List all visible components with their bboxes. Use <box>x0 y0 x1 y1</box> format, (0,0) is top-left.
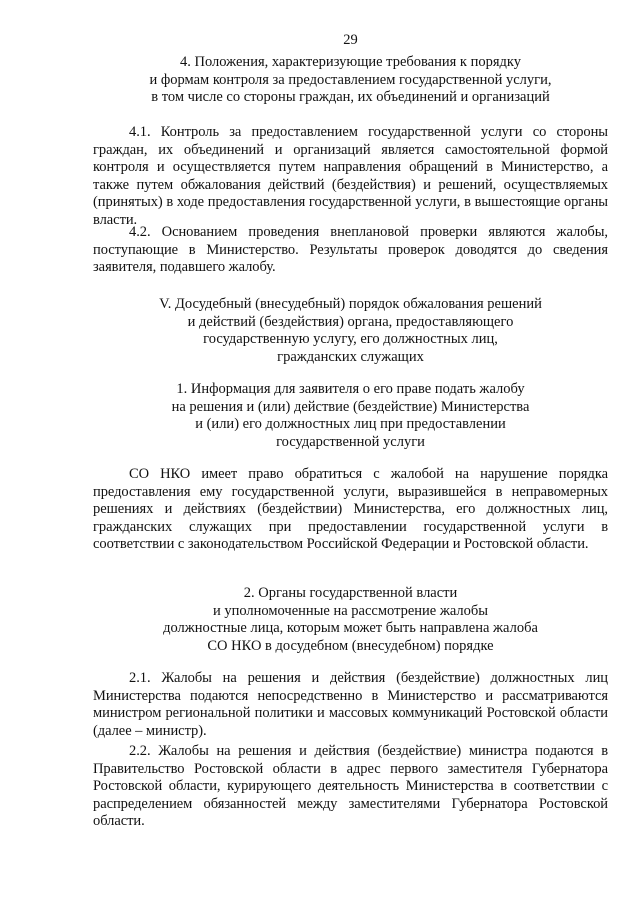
subsection-1-heading-line: и (или) его должностных лиц при предоставлении <box>195 416 506 433</box>
section-4-heading <box>93 54 608 107</box>
subsection-1-heading-line: на решения и (или) действие (бездействие) Министерства <box>171 398 530 415</box>
section-5-heading-line: гражданских служащих <box>277 348 424 365</box>
paragraph-2-2: 2.2. Жалобы на решения и действия (бездействие) министра подаются в Правительство Ростовской области в адрес первого заместителя Губернатора Ростовской области, курирующего деятельность Министерства в соответствии с распределением обязанностей между заместителями Губернатора Ростовской области. <box>93 743 608 830</box>
subsection-1-heading-line: 1. Информация для заявителя о его праве подать жалобу <box>176 381 525 397</box>
section-5-heading <box>93 296 608 366</box>
paragraph-rights: СО НКО имеет право обратиться с жалобой на нарушение порядка предоставления ему государственной услуги, выразившейся в неправомерных решениях и действиях (бездействии) Министерства, его должностных лиц, гражданских служащих при предоставлении государственной услуги в соответствии с законодательством Российской Федерации и Ростовской области. <box>93 466 608 553</box>
paragraph-2-1: 2.1. Жалобы на решения и действия (бездействие) должностных лиц Министерства подаются непосредственно в Министерство и рассматриваются министром региональной политики и массовых коммуникаций Ростовской области (далее – министр). <box>93 670 608 739</box>
document-page <box>93 0 608 905</box>
section-5-heading-line: и действий (бездействия) органа, предоставляющего <box>187 313 514 330</box>
section-4-heading-line: в том числе со стороны граждан, их объединений и организаций <box>151 89 550 106</box>
section-4-heading-line: и формам контроля за предоставлением государственной услуги, <box>149 71 552 88</box>
subsection-2-heading-line: и уполномоченные на рассмотрение жалобы <box>212 602 489 619</box>
section-4-heading-line: 4. Положения, характеризующие требования к порядку <box>180 54 521 70</box>
subsection-2-heading-line: должностные лица, которым может быть направлена жалоба <box>163 620 538 637</box>
subsection-2-heading-line: 2. Органы государственной власти <box>243 585 458 601</box>
subsection-1-heading-line: государственной услуги <box>276 433 425 450</box>
paragraph-4-2: 4.2. Основанием проведения внеплановой проверки являются жалобы, поступающие в Министерство. Результаты проверок доводятся до сведения заявителя, подавшего жалобу. <box>93 224 608 276</box>
subsection-1-heading <box>93 381 608 451</box>
subsection-2-heading <box>93 585 608 655</box>
paragraph-4-1: 4.1. Контроль за предоставлением государственной услуги со стороны граждан, их объединений и организаций является самостоятельной формой контроля и осуществляется путем направления обращений в Министерство, а также путем обжалования действий (бездействия) и решений, осуществляемых (принятых) в ходе предоставления государственной услуги, в вышестоящие органы власти. <box>93 124 608 228</box>
section-5-heading-line: государственную услугу, его должностных лиц, <box>203 331 498 348</box>
subsection-2-heading-line: СО НКО в досудебном (внесудебном) порядке <box>207 637 494 654</box>
section-5-heading-line: V. Досудебный (внесудебный) порядок обжалования решений <box>159 296 542 312</box>
page-number: 29 <box>343 32 358 48</box>
